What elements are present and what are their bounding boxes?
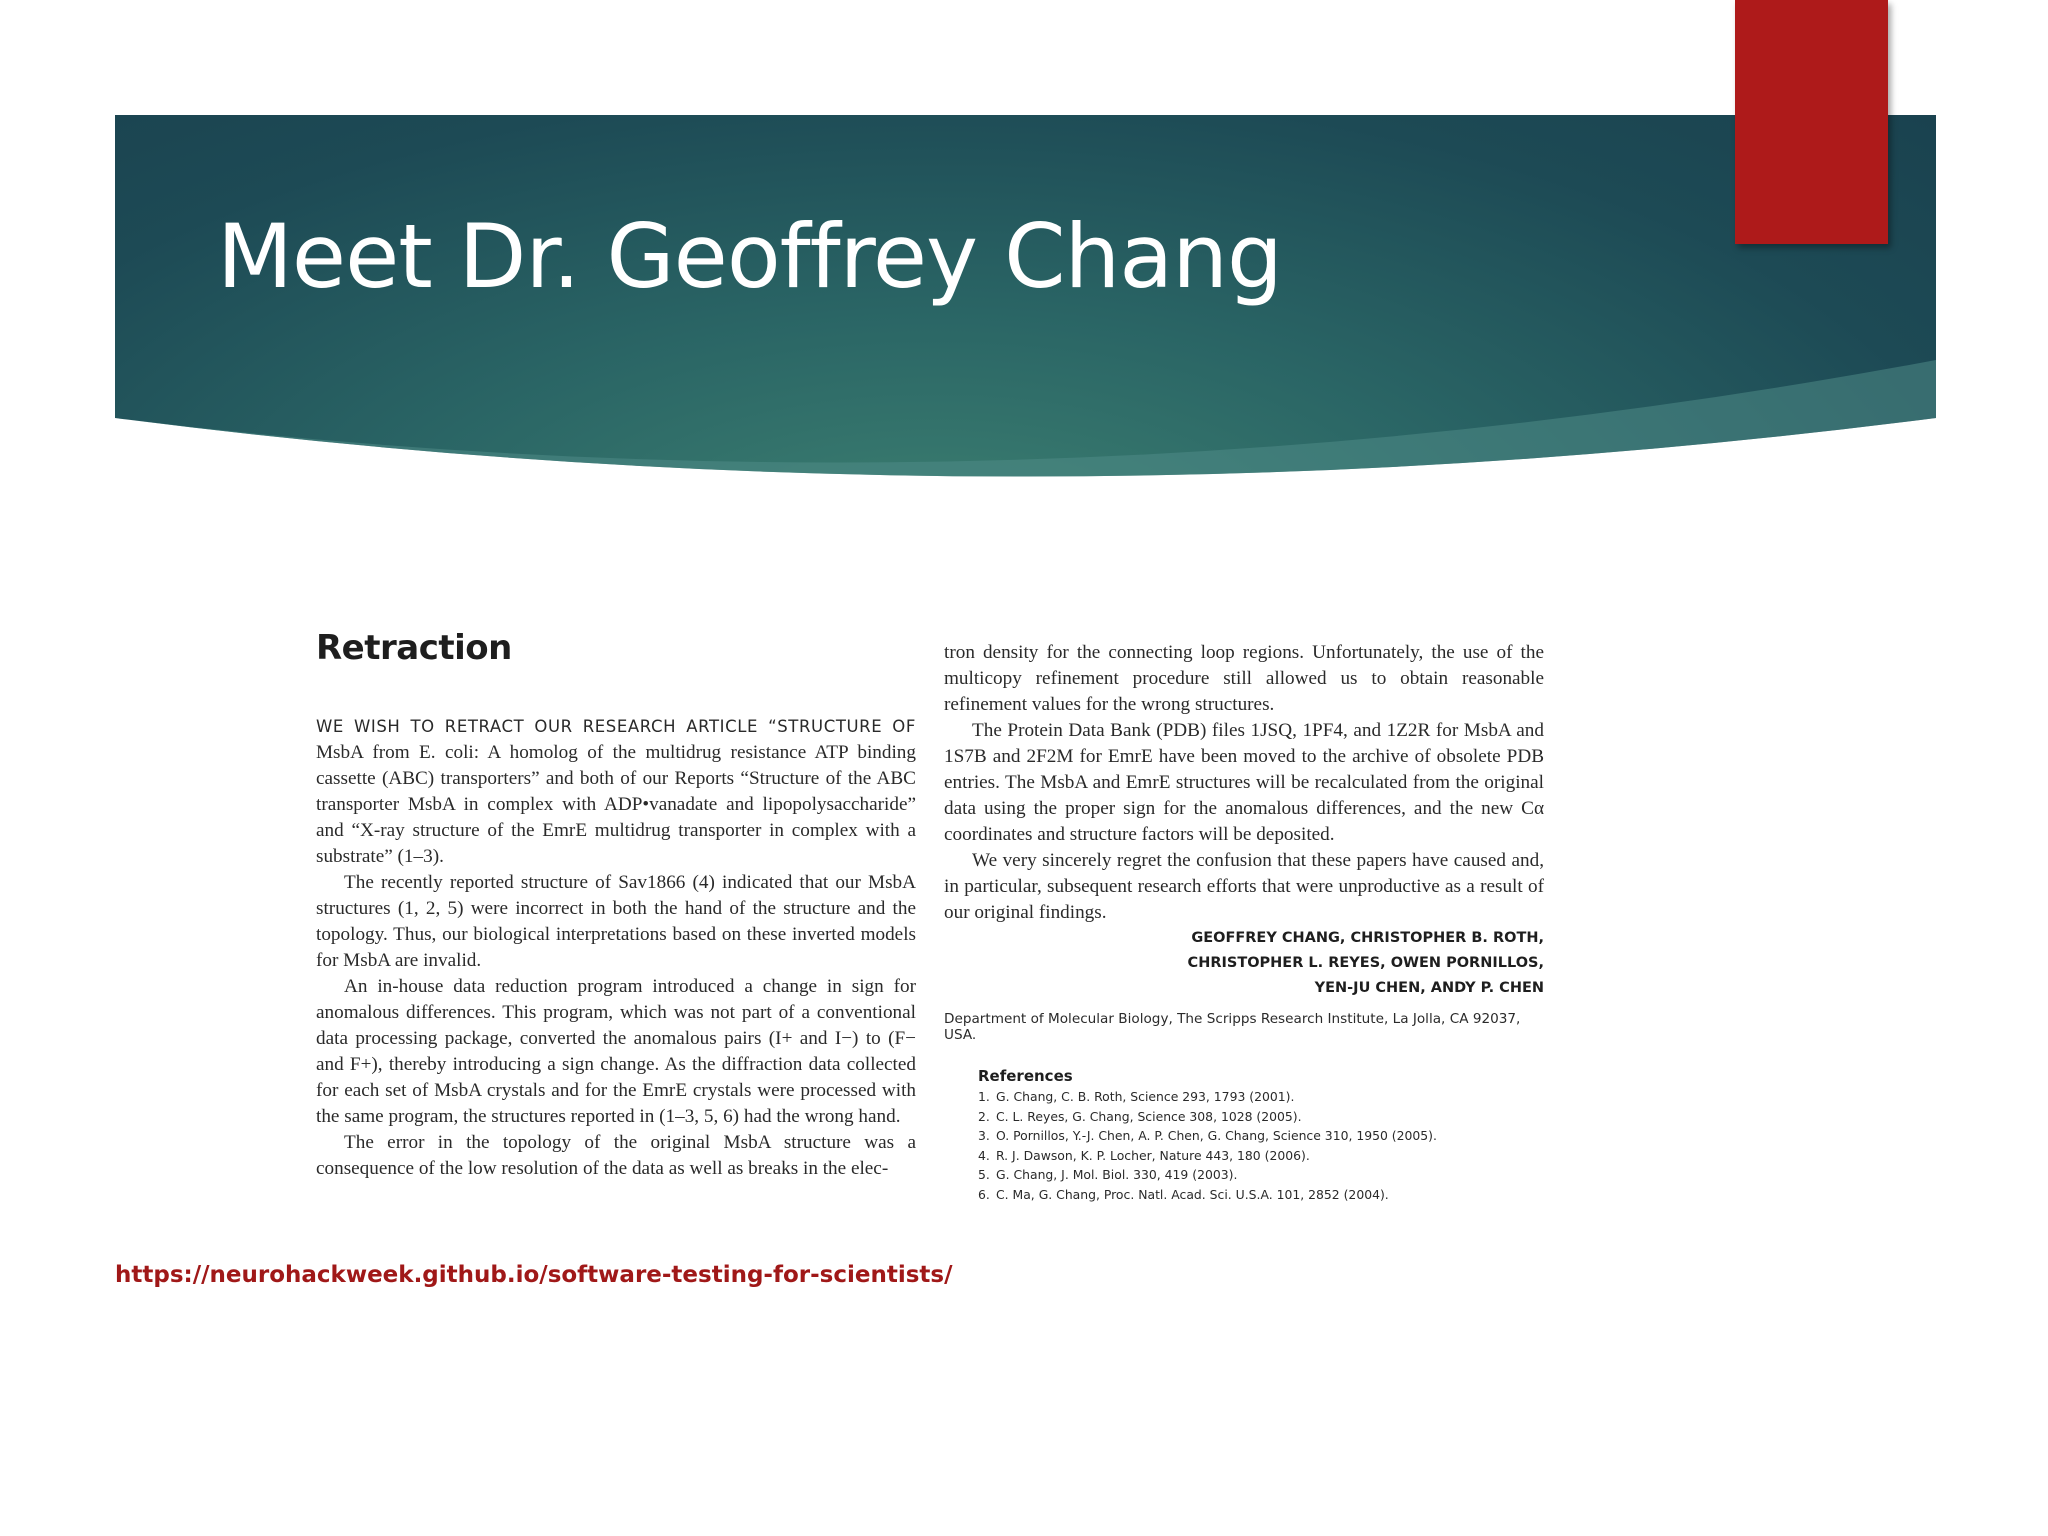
reference-item	[978, 1126, 1544, 1146]
paragraph: The Protein Data Bank (PDB) files 1JSQ, 1PF4, and 1Z2R for MsbA and 1S7B and 2F2M for EmrE have been moved to the archive of obsolete PDB entries. The MsbA and EmrE structures will be recalculated from the original data using the proper sign for the anomalous differences, and the new Cα coordinates and structure factors will be deposited.	[944, 720, 1544, 845]
author-list	[944, 926, 1544, 1001]
slide-title: Meet Dr. Geoffrey Chang	[217, 205, 1282, 308]
paragraph: The recently reported structure of Sav1866 (4) indicated that our MsbA structures (1, 2, 5) were incorrect in both the hand of the structure and the topology. Thus, our biological interpretations based on these inverted models for MsbA are invalid.	[316, 872, 916, 971]
references-title: References	[978, 1067, 1073, 1085]
paragraph: We very sincerely regret the confusion that these papers have caused and, in particular, subsequent research efforts that were unproductive as a result of our original findings.	[944, 850, 1544, 923]
reference-text: C. Ma, G. Chang, Proc. Natl. Acad. Sci. U.S.A. 101, 2852 (2004).	[996, 1186, 1389, 1202]
left-column-text	[316, 714, 916, 1182]
reference-item	[978, 1165, 1544, 1185]
source-url-link[interactable]: https://neurohackweek.github.io/software-testing-for-scientists/	[115, 1262, 953, 1288]
reference-number: 5.	[978, 1167, 990, 1182]
reference-number: 1.	[978, 1089, 990, 1104]
banner-swoosh	[115, 350, 1936, 480]
reference-item	[978, 1107, 1544, 1127]
reference-text: G. Chang, C. B. Roth, Science 293, 1793 (2001).	[996, 1089, 1295, 1104]
right-column-text	[944, 640, 1544, 926]
paragraph: tron density for the connecting loop regions. Unfortunately, the use of the multicopy refinement procedure still allowed us to obtain reasonable refinement values for the wrong structures.	[944, 642, 1544, 715]
author-line: GEOFFREY CHANG, CHRISTOPHER B. ROTH,	[1191, 930, 1544, 946]
retraction-notice	[300, 628, 1560, 1228]
reference-item	[978, 1185, 1544, 1205]
retraction-heading: Retraction	[316, 628, 512, 668]
paragraph	[316, 714, 916, 870]
reference-number: 3.	[978, 1128, 990, 1143]
reference-text: C. L. Reyes, G. Chang, Science 308, 1028 (2005).	[996, 1108, 1302, 1124]
paragraph: An in-house data reduction program introduced a change in sign for anomalous differences. This program, which was not part of a conventional data processing package, converted the anomalous pairs (I+ and I−) to (F− and F+), thereby introducing a sign change. As the diffraction data collected for each set of MsbA crystals and for the EmrE crystals were processed with the same program, the structures reported in (1–3, 5, 6) had the wrong hand.	[316, 976, 916, 1127]
lead-in-caps: WE WISH TO RETRACT OUR RESEARCH ARTICLE “STRUCTURE OF	[316, 717, 916, 736]
reference-text: R. J. Dawson, K. P. Locher, Nature 443, 180 (2006).	[996, 1147, 1310, 1163]
reference-item	[978, 1146, 1544, 1166]
paragraph: The error in the topology of the original MsbA structure was a consequence of the low resolution of the data as well as breaks in the elec-	[316, 1132, 916, 1179]
reference-text: O. Pornillos, Y.-J. Chen, A. P. Chen, G. Chang, Science 310, 1950 (2005).	[996, 1128, 1437, 1143]
retraction-right-column	[944, 640, 1544, 1204]
reference-item	[978, 1087, 1544, 1107]
reference-number: 2.	[978, 1108, 990, 1124]
reference-text: G. Chang, J. Mol. Biol. 330, 419 (2003).	[996, 1167, 1238, 1182]
reference-number: 4.	[978, 1147, 990, 1163]
accent-bar	[1735, 0, 1888, 244]
author-line: CHRISTOPHER L. REYES, OWEN PORNILLOS,	[1187, 955, 1544, 971]
reference-number: 6.	[978, 1186, 990, 1202]
references-list	[944, 1087, 1544, 1204]
author-line: YEN-JU CHEN, ANDY P. CHEN	[1314, 980, 1544, 996]
paragraph-text: MsbA from E. coli: A homolog of the multidrug resistance ATP binding cassette (ABC) transporters” and both of our Reports “Structure of the ABC transporter MsbA in complex with ADP•vanadate and lipopolysaccharide” and “X-ray structure of the EmrE multidrug transporter in complex with a substrate” (1–3).	[316, 742, 916, 867]
author-affiliation: Department of Molecular Biology, The Scripps Research Institute, La Jolla, CA 92037, USA.	[944, 1011, 1521, 1043]
